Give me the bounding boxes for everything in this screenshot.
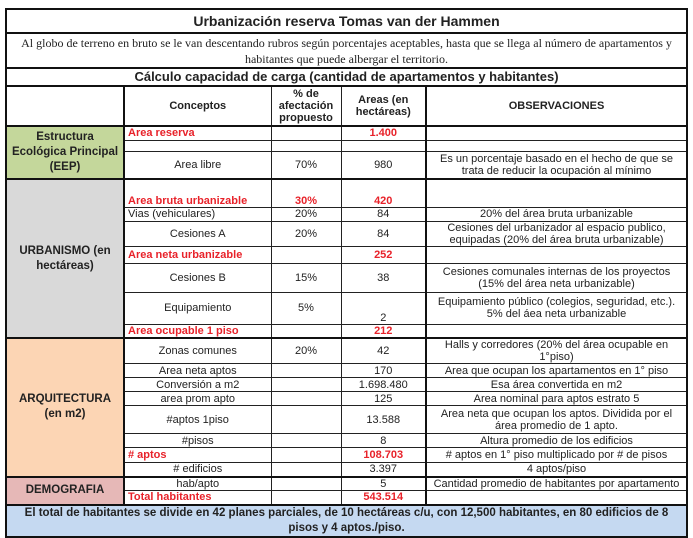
observation-cell: [426, 126, 687, 140]
pct-cell: [271, 364, 341, 378]
area-cell: 2: [341, 292, 426, 324]
area-cell: 170: [341, 364, 426, 378]
concept-cell: hab/apto: [124, 477, 271, 491]
header-pct: % de afectación propuesto: [271, 86, 341, 126]
pct-cell: [271, 434, 341, 448]
pct-cell: [271, 477, 341, 491]
pct-cell: 70%: [271, 151, 341, 179]
table-row: [6, 126, 687, 140]
observation-cell: Esa área convertida en m2: [426, 378, 687, 392]
observation-cell: [426, 491, 687, 505]
header-conceptos: Conceptos: [124, 86, 271, 126]
pct-cell: [271, 246, 341, 263]
pct-cell: 15%: [271, 263, 341, 292]
capacity-table: [5, 8, 688, 538]
header-areas: Areas (en hectáreas): [341, 86, 426, 126]
observation-cell: Area nominal para aptos estrato 5: [426, 392, 687, 406]
observation-cell: # aptos en 1° piso multiplicado por # de pisos: [426, 448, 687, 463]
concept-cell: [124, 140, 271, 151]
concept-cell: Zonas comunes: [124, 338, 271, 364]
observation-cell: Equipamiento público (colegios, seguridad, etc.). 5% del áea neta urbanizable: [426, 292, 687, 324]
concept-cell: Area libre: [124, 151, 271, 179]
pct-cell: [271, 392, 341, 406]
concept-cell: Area neta urbanizable: [124, 246, 271, 263]
concept-cell: Cesiones A: [124, 221, 271, 246]
area-cell: [341, 140, 426, 151]
observation-cell: 20% del área bruta urbanizable: [426, 207, 687, 221]
table-description: Al globo de terreno en bruto se le van descentando rubros según porcentajes aceptables, hasta que se llega al número de apartamentos y habitantes que puede albergar el territorio.: [6, 33, 687, 68]
concept-cell: # edificios: [124, 463, 271, 477]
area-cell: 84: [341, 207, 426, 221]
area-cell: 980: [341, 151, 426, 179]
area-cell: 38: [341, 263, 426, 292]
observation-cell: [426, 246, 687, 263]
observation-cell: Es un porcentaje basado en el hecho de que se trata de reducir la ocupación al mínimo: [426, 151, 687, 179]
pct-cell: [271, 448, 341, 463]
area-cell: 125: [341, 392, 426, 406]
pct-cell: [271, 140, 341, 151]
table-title: Urbanización reserva Tomas van der Hammen: [6, 9, 687, 33]
concept-cell: Conversión a m2: [124, 378, 271, 392]
table-row: [6, 477, 687, 491]
observation-cell: Area neta que ocupan los aptos. Dividida por el área promedio de 1 apto.: [426, 406, 687, 434]
observation-cell: Area que ocupan los apartamentos en 1° piso: [426, 364, 687, 378]
pct-cell: 5%: [271, 292, 341, 324]
table-body: [6, 126, 687, 505]
pct-cell: 20%: [271, 207, 341, 221]
observation-cell: Halls y corredores (20% del área ocupable en 1°piso): [426, 338, 687, 364]
pct-cell: [271, 491, 341, 505]
area-cell: 8: [341, 434, 426, 448]
concept-cell: Area neta aptos: [124, 364, 271, 378]
concept-cell: Area ocupable 1 piso: [124, 324, 271, 338]
group-label: DEMOGRAFIA: [6, 477, 124, 505]
pct-cell: [271, 463, 341, 477]
pct-cell: 20%: [271, 338, 341, 364]
header-group: [6, 86, 124, 126]
observation-cell: Cesiones comunales internas de los proyectos (15% del área neta urbanizable): [426, 263, 687, 292]
area-cell: 420: [341, 179, 426, 207]
pct-cell: [271, 378, 341, 392]
area-cell: 252: [341, 246, 426, 263]
group-label: ARQUITECTURA (en m2): [6, 338, 124, 477]
group-label: URBANISMO (en hectáreas): [6, 179, 124, 338]
observation-cell: Cantidad promedio de habitantes por apartamento: [426, 477, 687, 491]
table-row: [6, 179, 687, 207]
concept-cell: Total habitantes: [124, 491, 271, 505]
concept-cell: # aptos: [124, 448, 271, 463]
concept-cell: #pisos: [124, 434, 271, 448]
area-cell: 84: [341, 221, 426, 246]
area-cell: 13.588: [341, 406, 426, 434]
pct-cell: [271, 126, 341, 140]
concept-cell: Area reserva: [124, 126, 271, 140]
observation-cell: [426, 179, 687, 207]
observation-cell: 4 aptos/piso: [426, 463, 687, 477]
observation-cell: [426, 324, 687, 338]
concept-cell: Vias (vehiculares): [124, 207, 271, 221]
observation-cell: Altura promedio de los edificios: [426, 434, 687, 448]
area-cell: 543.514: [341, 491, 426, 505]
area-cell: 1.400: [341, 126, 426, 140]
area-cell: 212: [341, 324, 426, 338]
table-subtitle: Cálculo capacidad de carga (cantidad de apartamentos y habitantes): [6, 68, 687, 86]
header-observaciones: OBSERVACIONES: [426, 86, 687, 126]
area-cell: 3.397: [341, 463, 426, 477]
observation-cell: [426, 140, 687, 151]
area-cell: 108.703: [341, 448, 426, 463]
pct-cell: 30%: [271, 179, 341, 207]
observation-cell: Cesiones del urbanizador al espacio publico, equipadas (20% del área bruta urbanizable): [426, 221, 687, 246]
concept-cell: Area bruta urbanizable: [124, 179, 271, 207]
group-label: Estructura Ecológica Principal (EEP): [6, 126, 124, 179]
area-cell: 5: [341, 477, 426, 491]
table-row: [6, 338, 687, 364]
concept-cell: #aptos 1piso: [124, 406, 271, 434]
concept-cell: Equipamiento: [124, 292, 271, 324]
concept-cell: Cesiones B: [124, 263, 271, 292]
concept-cell: area prom apto: [124, 392, 271, 406]
footer-note: El total de habitantes se divide en 42 planes parciales, de 10 hectáreas c/u, con 12,500 habitantes, en 80 edificios de 8 pisos y 4 aptos./piso.: [6, 505, 687, 537]
area-cell: 1.698.480: [341, 378, 426, 392]
pct-cell: [271, 406, 341, 434]
pct-cell: 20%: [271, 221, 341, 246]
pct-cell: [271, 324, 341, 338]
area-cell: 42: [341, 338, 426, 364]
